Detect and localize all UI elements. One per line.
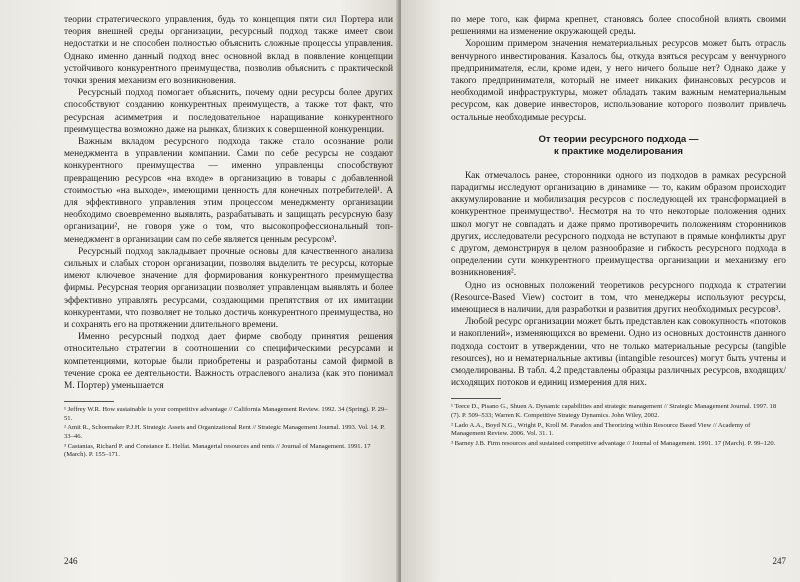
page-number: 247 (772, 556, 786, 566)
paragraph: теории стратегического управления, будь то концепция пяти сил Портера или теория внешней среды организации, ресурсный подход также имеет свои недостатки и не способен полностью объяснить сложные процессы управления. Однако именно данный подход внес основной вклад в появление концепции устойчивого конкурентного преимущества, позволив объяснить с практической точки зрения механизм его возникновения. (64, 15, 393, 87)
paragraph: Хорошим примером значения нематериальных ресурсов может быть отрасль венчурного инвестирования. Казалось бы, откуда взяться ресурсам у венчурного предпринимателя, если, кроме идеи, у него ничего больше нет? Однако даже у такого предпринимателя, который не имеет никаких финансовых ресурсов и необходимой инфраструктуры, может обладать таким важным нематериальным ресурсом, как доверие инвесторов, использование которого позволит привлечь остальные необходимые ресурсы. (451, 39, 786, 123)
paragraph: Ресурсный подход закладывает прочные основы для качественного анализа сильных и слабых сторон организации, позволяя выделить те ресурсы, которые имеют ключевое значение для формирования конкурентного преимущества фирмы. Ресурсная теория организации позволяет управленцам выявлять и более эффективно управлять ресурсами, создающими препятствия от их имитации конкурентами, что позволяет не только достичь конкурентного преимущества, но и сохранять его на протяжении длительного времени. (64, 246, 393, 331)
footnote: ³ Castanias, Richard P. and Constance E. Helfat. Managerial resources and rents // Journal of Management. 1991. 17 (March). P. 155–171. (64, 442, 371, 459)
section-heading (451, 134, 786, 158)
paragraph: Как отмечалось ранее, сторонники одного из подходов в рамках ресурсной парадигмы исследуют организацию в динамике — то, каким образом происходит аккумулирование и мобилизация ресурсов с последующей их трансформацией в конкурентное преимущество¹. Несмотря на то что некоторые положения одних школ могут не совпадать и даже прямо противоречить положениям сторонников других, исследователи ресурсного подхода не вступают в прямые конфликты друг с другом, демонстрируя в целом разнообразие и гибкость ресурсного подхода в определении сути конкурентного преимущества организации и механизму его возникновения². (451, 170, 786, 279)
section-heading-line: к практике моделирования (554, 145, 683, 157)
footnote: ³ Barney J.B. Firm resources and sustained competitive advantage // Journal of Management. 1991. 17 (March). P. 99–120. (451, 439, 776, 447)
right-page (401, 0, 800, 582)
footnote: ² Amit R., Schoemaker P.J.H. Strategic Assets and Organizational Rent // Strategic Management Journal. 1993. Vol. 14. P. 33–46. (64, 424, 385, 441)
paragraph: Важным вкладом ресурсного подхода также стало осознание роли менеджмента в управлении компании. Сами по себе ресурсы не создают конкурентного преимущества — именно управленцы способствуют превращению ресурсов «на входе» в организацию в товары с добавленной стоимостью «на выходе», имеющими ценность для конечных потребителей¹. А для эффективного управления этим процессом менеджменту организации необходимо своевременно выявлять, разрабатывать и защищать ресурсную базу организации², не говоря уже о том, что высокопрофессиональный топ-менеджмент в организации сам по себе является ценным ресурсом³. (64, 137, 393, 245)
footnote: ¹ Teece D., Pisano G., Shuen A. Dynamic capabilities and strategic management // Strategic Management Journal. 1997. 18 (7). P. 509–533; Warren K. Competitive Strategy Dynamics. John Wiley, 2002. (451, 403, 777, 420)
left-page (0, 0, 399, 582)
section-heading-line: От теории ресурсного подхода — (538, 133, 699, 145)
paragraph: Именно ресурсный подход дает фирме свободу принятия решения относительно стратегии в соотношении со специфическими ресурсами и компетенциями, которые были приобретены и разработаны самой фирмой в течение срока ее деятельности. Важность отраслевого анализа (как это понимал М. Портер) уменьшается (64, 332, 393, 392)
footnote: ¹ Jeffrey W.R. How sustainable is your competitive advantage // California Management Review. 1992. 34 (Spring). P. 29–51. (64, 406, 388, 422)
paragraph: Ресурсный подход помогает объяснить, почему одни ресурсы более других способствуют созданию конкурентных преимуществ, а также тот факт, что ресурсная асимметрия и последовательное наращивание конкурентного преимущества возможно даже на рынках, близких к совершенной конкуренции. (64, 88, 393, 135)
page-number: 246 (64, 556, 78, 566)
footnote-divider (64, 401, 114, 402)
footnote-divider (451, 398, 501, 399)
paragraph: по мере того, как фирма крепнет, становясь более способной влиять своими решениями на изменение окружающей среды. (451, 15, 786, 38)
footnote: ² Lado A.A., Boyd N.G., Wright P., Kroll M. Paradox and Theorizing within Resource Based View // Academy of Management Review. 2006. Vol. 31. 1. (451, 421, 751, 438)
paragraph: Одно из основных положений теоретиков ресурсного подхода к стратегии (Resource-Based View) состоит в том, что менеджеры используют ресурсы, имеющиеся в наличии, для разработки и развития других необходимых ресурсов³. (451, 280, 786, 316)
paragraph: Любой ресурс организации может быть представлен как совокупность «потоков и накоплений», изменяющихся во времени. Одно из основных достоинств данного подхода состоит в утверждении, что не только материальные ресурсы (tangible resources), но и нематериальные активы (intangible resources) могут быть учтены и смоделированы. В табл. 4.2 представлены образцы различных ресурсов, входящих/исходящих потоков и единиц измерения для них. (451, 317, 786, 389)
